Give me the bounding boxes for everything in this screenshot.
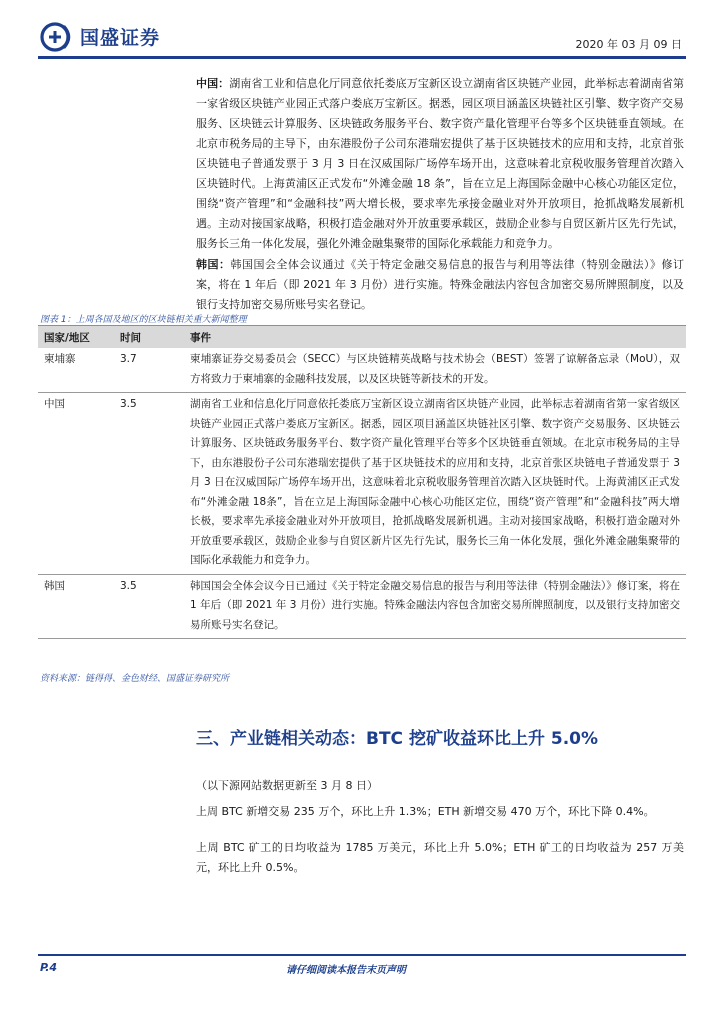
footer-divider xyxy=(38,954,686,956)
paragraph-korea-text: 韩国国会全体会议通过《关于特定金融交易信息的报告与利用等法律（特别金融法）》修订案，将在 1 年后（即 2021 年 3 月份）进行实施。特殊金融法内容包含加密交易所牌照制度，以及银行支持加密交易所账号实名登记。 xyxy=(196,258,685,311)
table-row xyxy=(38,574,686,639)
cell-region: 柬埔寨 xyxy=(38,348,114,393)
report-date: 2020 年 03 月 09 日 xyxy=(575,38,682,51)
paragraph-china-text: 湖南省工业和信息化厅同意依托娄底万宝新区设立湖南省区块链产业园，此举标志着湖南省第一家省级区块链产业园正式落户娄底万宝新区。据悉，园区项目涵盖区块链社区引擎、数字资产交易服务、区块链云计算服务、区块链政务服务平台、数字资产量化管理平台等多个区块链垂直领域。在北京市税务局的主导下，由东港股份子公司东港瑞宏提供了基于区块链技术的应用和支持，北京首张区块链电子普通发票于 3 月 3 日在汉威国际广场停车场开出，这意味着北京税收服务管理首次踏入区块链时代。上海黄浦区正式发布“外滩金融 18 条”，旨在立足上海国际金融中心核心功能区定位，围绕“资产管理”和“金融科技”两大增长极，要求率先承接金融业对外开放项目，抢抓战略发展新机遇。主动对接国家战略，积极打造金融对外开放重要承载区，鼓励企业参与自贸区新片区先行先试，服务长三角一体化发展，强化外滩金融集聚带的国际化承载能力和竞争力。 xyxy=(196,77,684,250)
cell-event: 韩国国会全体会议今日已通过《关于特定金融交易信息的报告与利用等法律（特别金融法）》修订案，将在 1 年后（即 2021 年 3 月份）进行实施。特殊金融法内容包含加密交易所牌照制度，以及银行支持加密交易所账号实名登记。 xyxy=(184,574,686,639)
table-caption: 图表 1：上周各国及地区的区块链相关重大新闻整理 xyxy=(40,315,247,325)
table-row xyxy=(38,348,686,393)
news-table xyxy=(38,326,686,639)
header-region: 国家/地区 xyxy=(38,326,114,348)
cell-region: 韩国 xyxy=(38,574,114,639)
footer-disclaimer: 请仔细阅读本报告末页声明 xyxy=(286,965,406,976)
cell-time: 3.7 xyxy=(114,348,184,393)
table-source: 资料来源：链得得、金色财经、国盛证券研究所 xyxy=(40,674,230,684)
table-row xyxy=(38,393,686,575)
header-time: 时间 xyxy=(114,326,184,348)
paragraph-korea-lead: 韩国： xyxy=(196,258,231,271)
header-divider xyxy=(38,56,686,59)
miner-revenue-paragraph: 上周 BTC 矿工的日均收益为 1785 万美元，环比上升 5.0%；ETH 矿工的日均收益为 257 万美元，环比上升 0.5%。 xyxy=(196,841,684,874)
table-header-row xyxy=(38,326,686,348)
transaction-paragraph: 上周 BTC 新增交易 235 万个，环比上升 1.3%；ETH 新增交易 470 万个，环比下降 0.4%。 xyxy=(196,805,655,818)
brand-name: 国盛证券 xyxy=(80,27,161,49)
paragraph-china xyxy=(196,74,684,254)
cell-event: 柬埔寨证券交易委员会（SECC）与区块链精英战略与技术协会（BEST）签署了谅解备忘录（MoU），双方将致力于柬埔寨的金融科技发展，以及区块链等新技术的开发。 xyxy=(184,348,686,393)
cell-time: 3.5 xyxy=(114,574,184,639)
header-event: 事件 xyxy=(184,326,686,348)
page-number: P.4 xyxy=(40,961,58,974)
cell-region: 中国 xyxy=(38,393,114,575)
paragraph-china-lead: 中国： xyxy=(196,77,230,90)
cell-event: 湖南省工业和信息化厅同意依托娄底万宝新区设立湖南省区块链产业园，此举标志着湖南省第一家省级区块链产业园正式落户娄底万宝新区。据悉，园区项目涵盖区块链社区引擎、数字资产交易服务、区块链云计算服务、区块链政务服务平台、数字资产量化管理平台等多个区块链垂直领域。在北京市税务局的主导下，由东港股份子公司东港瑞宏提供了基于区块链技术的应用和支持，北京首张区块链电子普通发票于 3 月 3 日在汉威国际广场停车场开出，这意味着北京税收服务管理首次踏入区块链时代。上海黄浦区正式发布“外滩金融 18条”，旨在立足上海国际金融中心核心功能区定位，围绕“资产管理”和“金融科技”两大增长极，要求率先承接金融业对外开放项目，抢抓战略发展新机遇。主动对接国家战略，积极打造金融对外开放重要承载区，鼓励企业参与自贸区新片区先行先试，服务长三角一体化发展，强化外滩金融集聚带的国际化承载能力和竞争力。 xyxy=(184,393,686,575)
cell-time: 3.5 xyxy=(114,393,184,575)
section-heading: 三、产业链相关动态：BTC 挖矿收益环比上升 5.0% xyxy=(196,729,599,749)
brand-logo-icon xyxy=(40,22,76,52)
data-update-note: （以下源网站数据更新至 3 月 8 日） xyxy=(196,779,378,792)
paragraph-korea xyxy=(196,255,684,315)
